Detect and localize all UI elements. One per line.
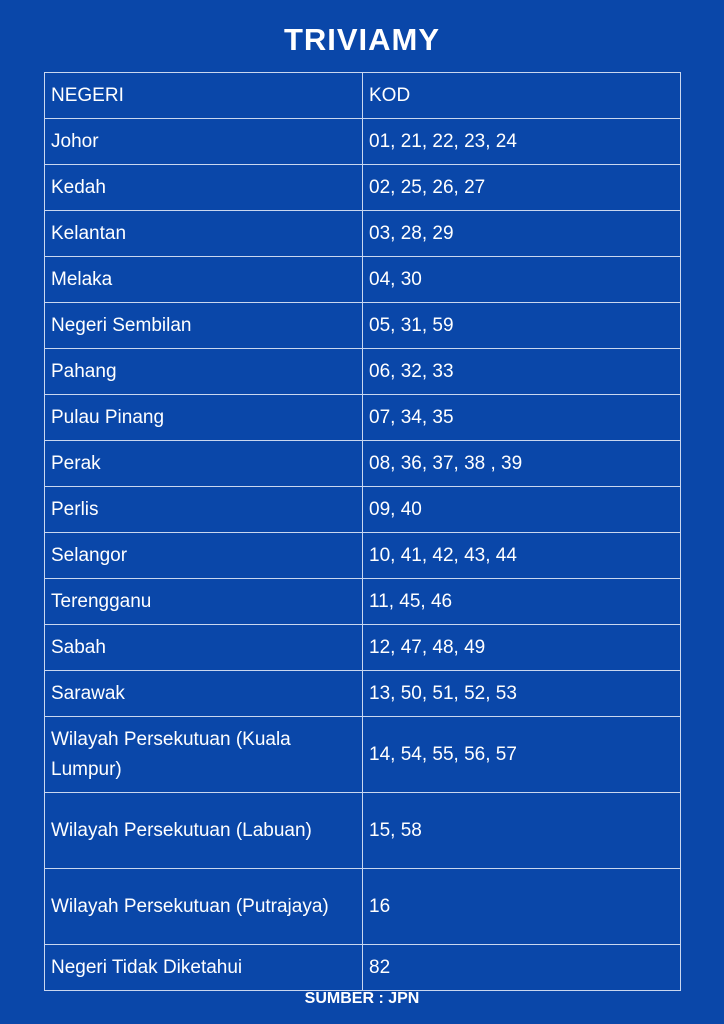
cell-negeri: Selangor xyxy=(45,533,363,579)
table-row xyxy=(45,119,681,165)
cell-negeri: Kedah xyxy=(45,165,363,211)
table-row xyxy=(45,211,681,257)
cell-kod: 09, 40 xyxy=(363,487,681,533)
header-kod: KOD xyxy=(363,73,681,119)
table-row xyxy=(45,869,681,945)
cell-kod: 12, 47, 48, 49 xyxy=(363,625,681,671)
cell-negeri: Perlis xyxy=(45,487,363,533)
table-row xyxy=(45,349,681,395)
table-row xyxy=(45,945,681,991)
cell-negeri: Johor xyxy=(45,119,363,165)
cell-kod: 16 xyxy=(363,869,681,945)
cell-negeri: Perak xyxy=(45,441,363,487)
cell-kod: 10, 41, 42, 43, 44 xyxy=(363,533,681,579)
cell-negeri: Pahang xyxy=(45,349,363,395)
table-row xyxy=(45,717,681,793)
cell-negeri: Sarawak xyxy=(45,671,363,717)
page-title: TRIVIAMY xyxy=(283,22,441,57)
cell-negeri: Kelantan xyxy=(45,211,363,257)
table-row xyxy=(45,625,681,671)
header-negeri: NEGERI xyxy=(45,73,363,119)
cell-kod: 03, 28, 29 xyxy=(363,211,681,257)
source-credit: SUMBER : JPN xyxy=(304,990,420,1007)
table-row xyxy=(45,303,681,349)
state-code-table xyxy=(44,72,681,991)
cell-kod: 01, 21, 22, 23, 24 xyxy=(363,119,681,165)
cell-negeri: Negeri Sembilan xyxy=(45,303,363,349)
cell-negeri: Pulau Pinang xyxy=(45,395,363,441)
table-row xyxy=(45,441,681,487)
table-row xyxy=(45,487,681,533)
cell-negeri: Terengganu xyxy=(45,579,363,625)
table-row xyxy=(45,579,681,625)
cell-negeri: Negeri Tidak Diketahui xyxy=(45,945,363,991)
cell-kod: 06, 32, 33 xyxy=(363,349,681,395)
cell-kod: 14, 54, 55, 56, 57 xyxy=(363,717,681,793)
table-header-row xyxy=(45,73,681,119)
cell-kod: 05, 31, 59 xyxy=(363,303,681,349)
table-row xyxy=(45,257,681,303)
table-row xyxy=(45,395,681,441)
table-row xyxy=(45,533,681,579)
cell-negeri: Wilayah Persekutuan (Kuala Lumpur) xyxy=(45,717,363,793)
cell-kod: 82 xyxy=(363,945,681,991)
table-row xyxy=(45,165,681,211)
cell-kod: 15, 58 xyxy=(363,793,681,869)
cell-negeri: Melaka xyxy=(45,257,363,303)
table-row xyxy=(45,793,681,869)
cell-kod: 04, 30 xyxy=(363,257,681,303)
cell-negeri: Wilayah Persekutuan (Putrajaya) xyxy=(45,869,363,945)
cell-negeri: Wilayah Persekutuan (Labuan) xyxy=(45,793,363,869)
cell-kod: 02, 25, 26, 27 xyxy=(363,165,681,211)
cell-kod: 08, 36, 37, 38 , 39 xyxy=(363,441,681,487)
cell-kod: 13, 50, 51, 52, 53 xyxy=(363,671,681,717)
cell-kod: 07, 34, 35 xyxy=(363,395,681,441)
cell-kod: 11, 45, 46 xyxy=(363,579,681,625)
cell-negeri: Sabah xyxy=(45,625,363,671)
table-row xyxy=(45,671,681,717)
